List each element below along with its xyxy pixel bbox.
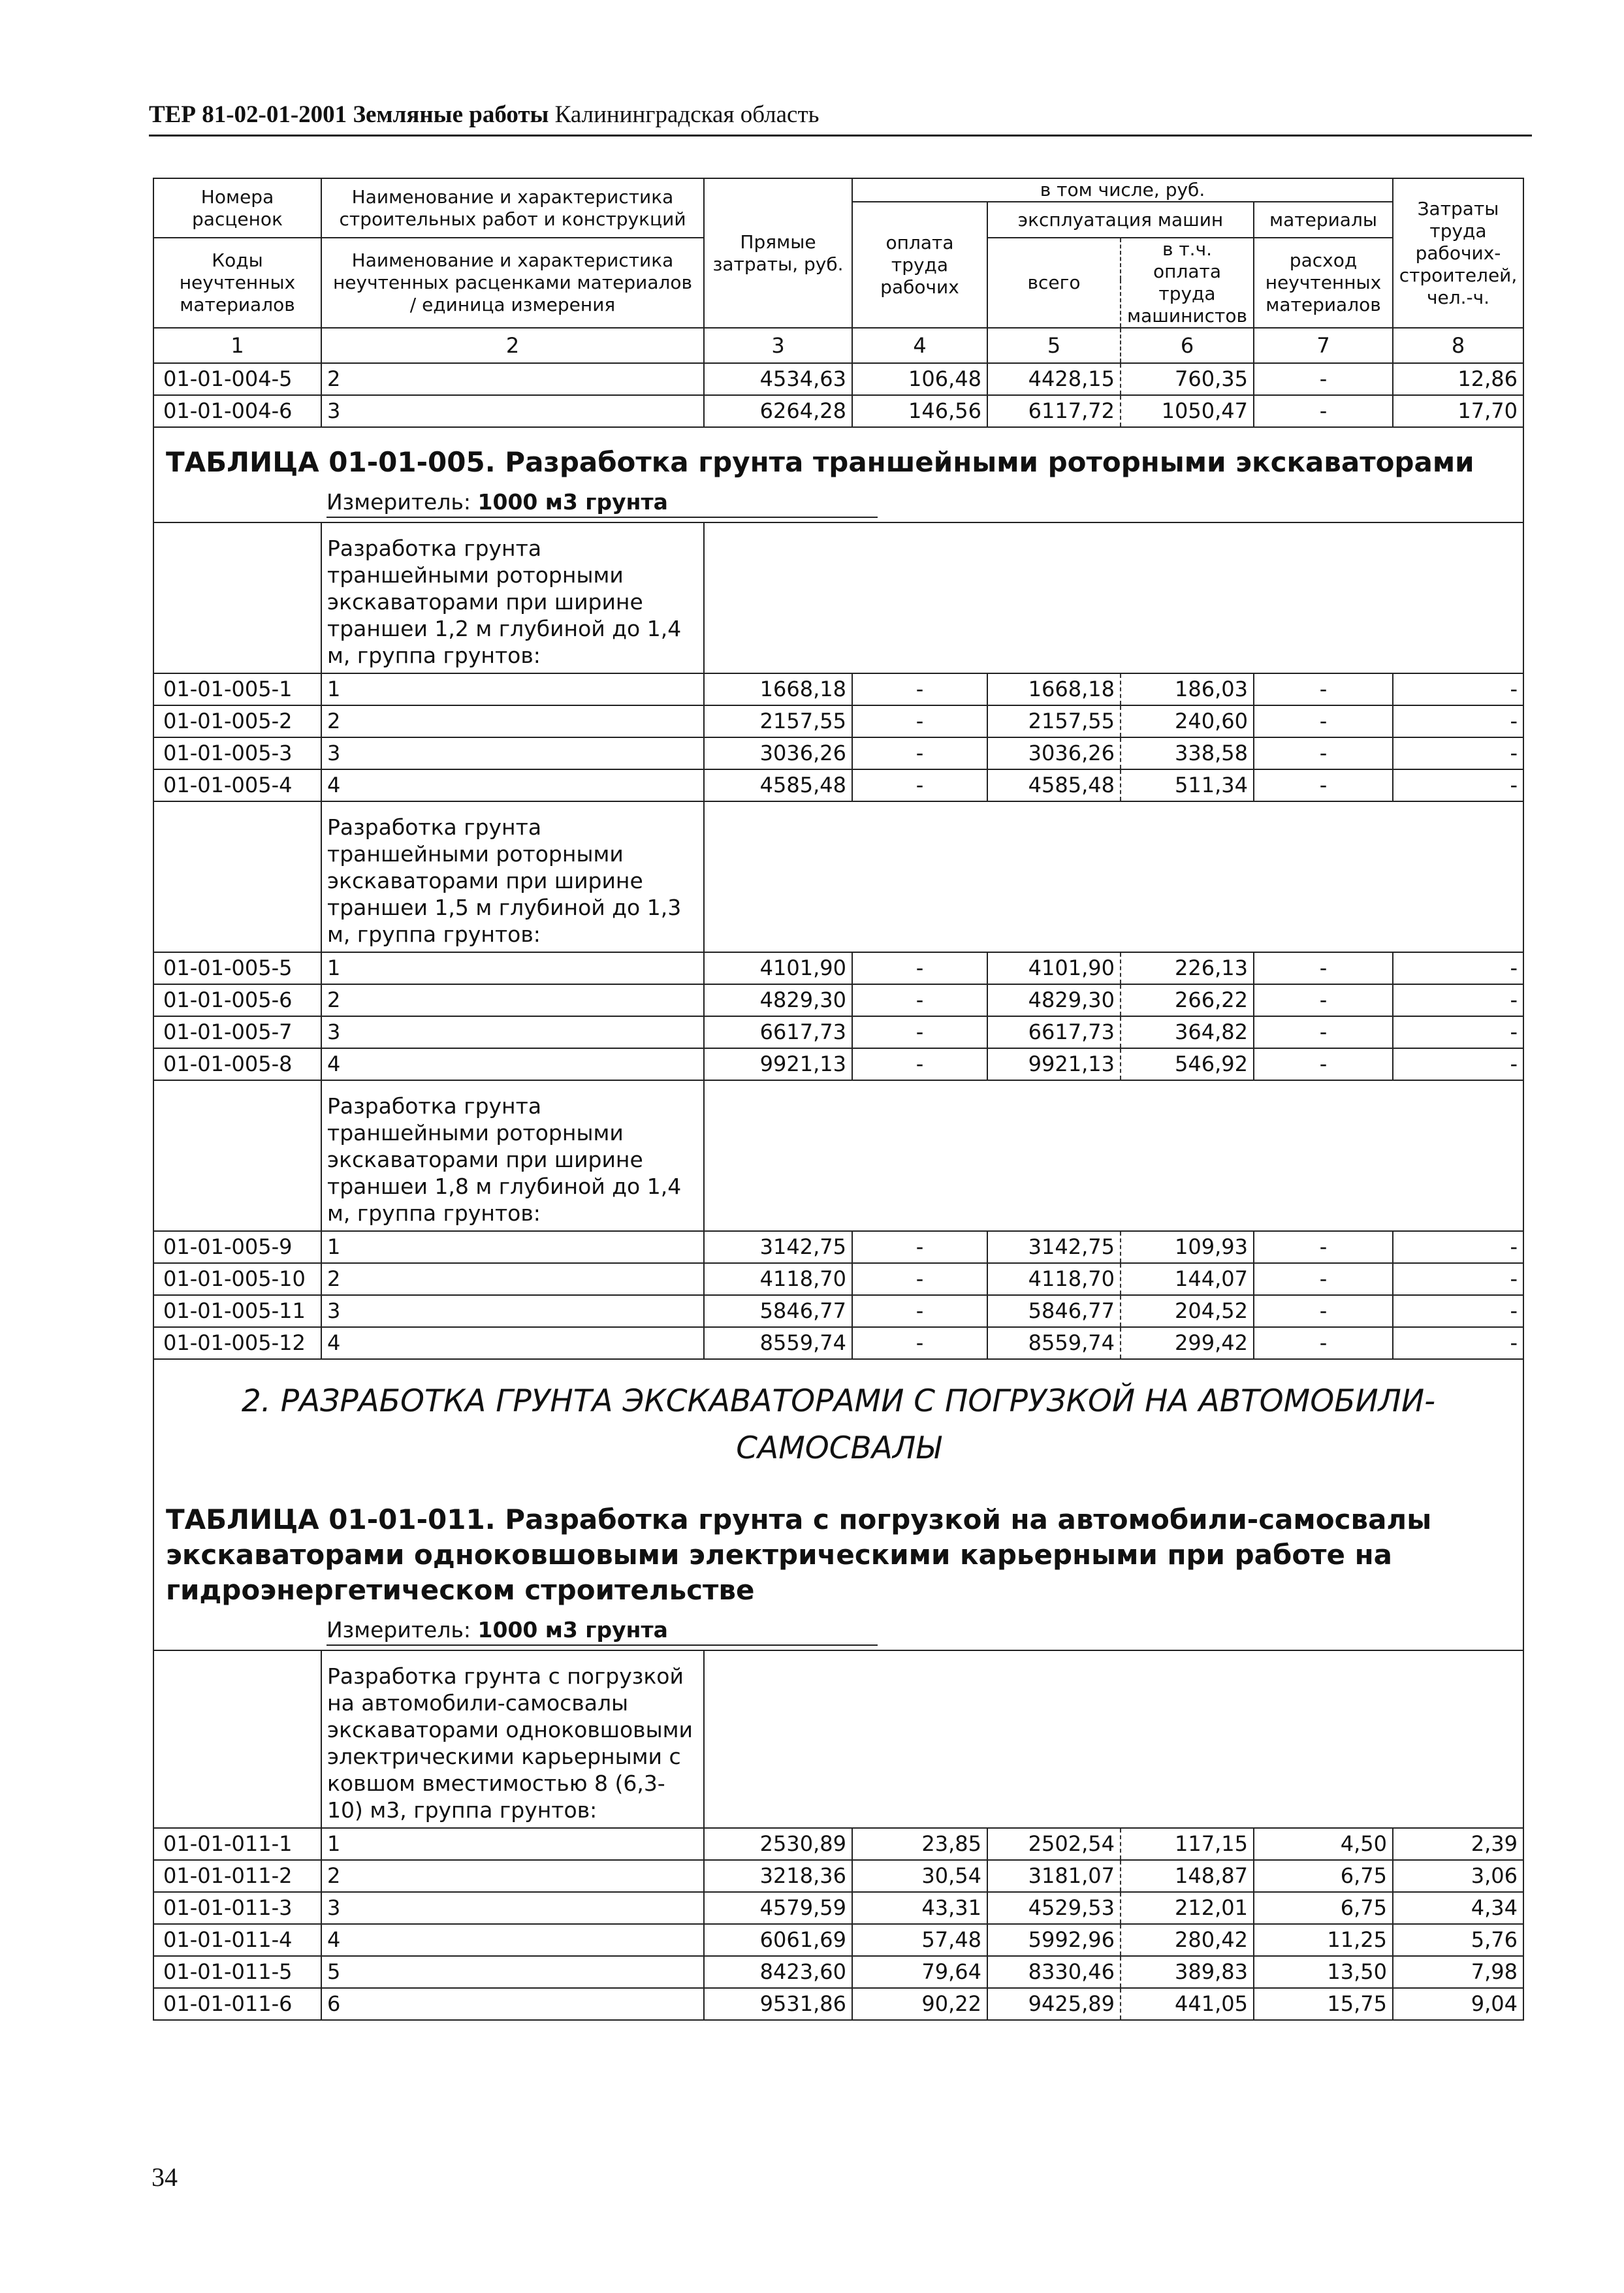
labor-pay-cell: -	[852, 1263, 987, 1295]
labor-hours-cell: 9,04	[1393, 1988, 1523, 2020]
rate-code-cell: 01-01-004-6	[153, 395, 321, 427]
material-ref-cell: 4	[321, 1327, 704, 1359]
section-2-title-row	[153, 1359, 1523, 1485]
labor-hours-cell: -	[1393, 673, 1523, 705]
table-row	[153, 1956, 1523, 1988]
direct-costs-cell: 6617,73	[704, 1016, 852, 1048]
machine-costs-cell: 9921,13	[987, 1048, 1121, 1080]
labor-hours-cell: -	[1393, 1263, 1523, 1295]
materials-cell: 11,25	[1254, 1924, 1393, 1956]
material-ref-cell: 2	[321, 984, 704, 1016]
labor-hours-cell: -	[1393, 737, 1523, 769]
material-ref-cell: 6	[321, 1988, 704, 2020]
labor-pay-cell: -	[852, 1327, 987, 1359]
material-ref-cell: 1	[321, 1231, 704, 1263]
direct-costs-cell: 2157,55	[704, 705, 852, 737]
machine-costs-cell: 8559,74	[987, 1327, 1121, 1359]
material-ref-cell: 1	[321, 673, 704, 705]
labor-pay-cell: -	[852, 705, 987, 737]
labor-pay-cell: 90,22	[852, 1988, 987, 2020]
table-row	[153, 1231, 1523, 1263]
table-header	[153, 178, 1523, 363]
material-ref-cell: 2	[321, 1860, 704, 1892]
table-row	[153, 1295, 1523, 1327]
materials-cell: -	[1254, 363, 1393, 395]
operator-pay-cell: 266,22	[1121, 984, 1254, 1016]
col-num: 1	[153, 328, 321, 363]
section-2-title: 2. РАЗРАБОТКА ГРУНТА ЭКСКАВАТОРАМИ С ПОГРУЗКОЙ НА АВТОМОБИЛИ-САМОСВАЛЫ	[153, 1359, 1523, 1485]
rate-code-cell: 01-01-005-3	[153, 737, 321, 769]
material-ref-cell: 2	[321, 705, 704, 737]
table-005-unit-row	[153, 485, 1523, 522]
page-number: 34	[151, 2162, 178, 2192]
rate-code-cell: 01-01-005-10	[153, 1263, 321, 1295]
direct-costs-cell: 4585,48	[704, 769, 852, 801]
machine-costs-cell: 6117,72	[987, 395, 1121, 427]
direct-costs-cell: 1668,18	[704, 673, 852, 705]
group-description: Разработка грунта траншейными роторными экскаваторами при ширине траншеи 1,5 м глубиной до 1,3 м, группа грунтов:	[321, 801, 704, 952]
table-011-title: ТАБЛИЦА 01-01-011. Разработка грунта с погрузкой на автомобили-самосвалы экскаваторами одноковшовыми электрическими карьерными при работе на гидроэнергетическом строительстве	[153, 1485, 1523, 1613]
materials-cell: 13,50	[1254, 1956, 1393, 1988]
table-005-unit: Измеритель: 1000 м3 грунта	[326, 488, 878, 518]
machine-costs-cell: 4585,48	[987, 769, 1121, 801]
col-num: 3	[704, 328, 852, 363]
machine-costs-cell: 4829,30	[987, 984, 1121, 1016]
table-row	[153, 1048, 1523, 1080]
materials-cell: -	[1254, 1327, 1393, 1359]
table-row	[153, 737, 1523, 769]
labor-pay-cell: -	[852, 737, 987, 769]
materials-cell: -	[1254, 705, 1393, 737]
labor-pay-cell: 106,48	[852, 363, 987, 395]
machine-costs-cell: 2502,54	[987, 1828, 1121, 1860]
labor-hours-cell: -	[1393, 984, 1523, 1016]
rate-code-cell: 01-01-005-11	[153, 1295, 321, 1327]
labor-pay-cell: 57,48	[852, 1924, 987, 1956]
col-head-nomera: Номера расценок	[153, 178, 321, 238]
machine-costs-cell: 4428,15	[987, 363, 1121, 395]
col-head-zatraty: Затраты труда рабочих-строителей, чел.-ч.	[1393, 178, 1523, 328]
direct-costs-cell: 5846,77	[704, 1295, 852, 1327]
labor-hours-cell: -	[1393, 1016, 1523, 1048]
rate-code-cell: 01-01-004-5	[153, 363, 321, 395]
material-ref-cell: 1	[321, 952, 704, 984]
table-row	[153, 673, 1523, 705]
labor-hours-cell: -	[1393, 952, 1523, 984]
col-head-v-t-ch: в т.ч. оплата труда машинистов	[1121, 238, 1254, 328]
operator-pay-cell: 212,01	[1121, 1892, 1254, 1924]
group-description-row	[153, 1080, 1523, 1231]
table-row	[153, 769, 1523, 801]
machine-costs-cell: 9425,89	[987, 1988, 1121, 2020]
labor-pay-cell: 79,64	[852, 1956, 987, 1988]
labor-pay-cell: -	[852, 1016, 987, 1048]
group-description: Разработка грунта траншейными роторными экскаваторами при ширине траншеи 1,8 м глубиной до 1,4 м, группа грунтов:	[321, 1080, 704, 1231]
direct-costs-cell: 3142,75	[704, 1231, 852, 1263]
table-row	[153, 1860, 1523, 1892]
labor-hours-cell: -	[1393, 705, 1523, 737]
rate-code-cell: 01-01-011-4	[153, 1924, 321, 1956]
materials-cell: -	[1254, 1263, 1393, 1295]
operator-pay-cell: 144,07	[1121, 1263, 1254, 1295]
machine-costs-cell: 4529,53	[987, 1892, 1121, 1924]
operator-pay-cell: 109,93	[1121, 1231, 1254, 1263]
table-005-title-row	[153, 427, 1523, 485]
direct-costs-cell: 3218,36	[704, 1860, 852, 1892]
group-description: Разработка грунта с погрузкой на автомобили-самосвалы экскаваторами одноковшовыми электрическими карьерными с ковшом вместимостью 8 (6,3-10) м3, группа грунтов:	[321, 1650, 704, 1828]
materials-cell: -	[1254, 737, 1393, 769]
direct-costs-cell: 4579,59	[704, 1892, 852, 1924]
material-ref-cell: 3	[321, 1892, 704, 1924]
labor-hours-cell: -	[1393, 769, 1523, 801]
materials-cell: -	[1254, 1048, 1393, 1080]
col-head-eksp-mashin: эксплуатация машин	[987, 202, 1254, 238]
operator-pay-cell: 1050,47	[1121, 395, 1254, 427]
operator-pay-cell: 226,13	[1121, 952, 1254, 984]
materials-cell: -	[1254, 984, 1393, 1016]
labor-pay-cell: -	[852, 1231, 987, 1263]
materials-cell: -	[1254, 1295, 1393, 1327]
labor-pay-cell: -	[852, 1048, 987, 1080]
table-row	[153, 984, 1523, 1016]
labor-hours-cell: 5,76	[1393, 1924, 1523, 1956]
col-head-pryamye: Прямые затраты, руб.	[704, 178, 852, 328]
labor-hours-cell: 12,86	[1393, 363, 1523, 395]
operator-pay-cell: 299,42	[1121, 1327, 1254, 1359]
material-ref-cell: 3	[321, 1295, 704, 1327]
operator-pay-cell: 511,34	[1121, 769, 1254, 801]
table-row	[153, 1016, 1523, 1048]
direct-costs-cell: 4118,70	[704, 1263, 852, 1295]
rate-code-cell: 01-01-005-2	[153, 705, 321, 737]
operator-pay-cell: 338,58	[1121, 737, 1254, 769]
col-num: 6	[1121, 328, 1254, 363]
col-num: 2	[321, 328, 704, 363]
material-ref-cell: 4	[321, 1048, 704, 1080]
table-011-unit-row	[153, 1613, 1523, 1650]
machine-costs-cell: 8330,46	[987, 1956, 1121, 1988]
material-ref-cell: 3	[321, 737, 704, 769]
materials-cell: -	[1254, 769, 1393, 801]
col-head-naim-rabot: Наименование и характеристика строительных работ и конструкций	[321, 178, 704, 238]
col-num: 5	[987, 328, 1121, 363]
col-head-v-tom-chisle: в том числе, руб.	[852, 178, 1393, 202]
machine-costs-cell: 6617,73	[987, 1016, 1121, 1048]
col-num: 4	[852, 328, 987, 363]
labor-pay-cell: -	[852, 769, 987, 801]
table-row	[153, 1988, 1523, 2020]
direct-costs-cell: 6264,28	[704, 395, 852, 427]
direct-costs-cell: 6061,69	[704, 1924, 852, 1956]
operator-pay-cell: 148,87	[1121, 1860, 1254, 1892]
direct-costs-cell: 4101,90	[704, 952, 852, 984]
labor-pay-cell: 23,85	[852, 1828, 987, 1860]
machine-costs-cell: 3142,75	[987, 1231, 1121, 1263]
group-description-row	[153, 522, 1523, 673]
operator-pay-cell: 204,52	[1121, 1295, 1254, 1327]
labor-pay-cell: -	[852, 952, 987, 984]
group-description-row	[153, 1650, 1523, 1828]
labor-hours-cell: 7,98	[1393, 1956, 1523, 1988]
operator-pay-cell: 280,42	[1121, 1924, 1254, 1956]
col-head-naim-mat: Наименование и характеристика неучтенных расценками материалов / единица измерения	[321, 238, 704, 328]
direct-costs-cell: 2530,89	[704, 1828, 852, 1860]
labor-hours-cell: -	[1393, 1048, 1523, 1080]
col-head-materialy: материалы	[1254, 202, 1393, 238]
operator-pay-cell: 441,05	[1121, 1988, 1254, 2020]
rate-code-cell: 01-01-011-6	[153, 1988, 321, 2020]
labor-pay-cell: 30,54	[852, 1860, 987, 1892]
rate-code-cell: 01-01-005-9	[153, 1231, 321, 1263]
operator-pay-cell: 117,15	[1121, 1828, 1254, 1860]
labor-pay-cell: -	[852, 673, 987, 705]
machine-costs-cell: 3181,07	[987, 1860, 1121, 1892]
direct-costs-cell: 3036,26	[704, 737, 852, 769]
table-row	[153, 1263, 1523, 1295]
machine-costs-cell: 4101,90	[987, 952, 1121, 984]
material-ref-cell: 4	[321, 1924, 704, 1956]
rate-code-cell: 01-01-005-6	[153, 984, 321, 1016]
labor-hours-cell: 2,39	[1393, 1828, 1523, 1860]
doc-title: Земляные работы	[353, 101, 549, 128]
table-row	[153, 1327, 1523, 1359]
labor-hours-cell: -	[1393, 1327, 1523, 1359]
rate-code-cell: 01-01-011-2	[153, 1860, 321, 1892]
direct-costs-cell: 4829,30	[704, 984, 852, 1016]
labor-hours-cell: 4,34	[1393, 1892, 1523, 1924]
table-body	[153, 363, 1523, 2020]
table-row	[153, 952, 1523, 984]
col-head-oplata-rab: оплата труда рабочих	[852, 202, 987, 328]
material-ref-cell: 3	[321, 1016, 704, 1048]
rate-code-cell: 01-01-011-5	[153, 1956, 321, 1988]
machine-costs-cell: 2157,55	[987, 705, 1121, 737]
labor-pay-cell: 146,56	[852, 395, 987, 427]
table-row	[153, 1892, 1523, 1924]
machine-costs-cell: 5846,77	[987, 1295, 1121, 1327]
labor-pay-cell: -	[852, 984, 987, 1016]
group-description: Разработка грунта траншейными роторными экскаваторами при ширине траншеи 1,2 м глубиной до 1,4 м, группа грунтов:	[321, 522, 704, 673]
material-ref-cell: 5	[321, 1956, 704, 1988]
labor-pay-cell: 43,31	[852, 1892, 987, 1924]
operator-pay-cell: 760,35	[1121, 363, 1254, 395]
direct-costs-cell: 8559,74	[704, 1327, 852, 1359]
table-row	[153, 395, 1523, 427]
material-ref-cell: 1	[321, 1828, 704, 1860]
rate-code-cell: 01-01-005-12	[153, 1327, 321, 1359]
rate-code-cell: 01-01-011-3	[153, 1892, 321, 1924]
col-head-rashod: расход неучтенных материалов	[1254, 238, 1393, 328]
materials-cell: -	[1254, 673, 1393, 705]
materials-cell: -	[1254, 952, 1393, 984]
material-ref-cell: 3	[321, 395, 704, 427]
rate-code-cell: 01-01-011-1	[153, 1828, 321, 1860]
rate-code-cell: 01-01-005-8	[153, 1048, 321, 1080]
table-row	[153, 705, 1523, 737]
column-numbers-row	[153, 328, 1523, 363]
machine-costs-cell: 5992,96	[987, 1924, 1121, 1956]
operator-pay-cell: 364,82	[1121, 1016, 1254, 1048]
direct-costs-cell: 9921,13	[704, 1048, 852, 1080]
doc-code: ТЕР 81-02-01-2001	[149, 101, 347, 128]
rate-code-cell: 01-01-005-4	[153, 769, 321, 801]
operator-pay-cell: 389,83	[1121, 1956, 1254, 1988]
labor-pay-cell: -	[852, 1295, 987, 1327]
rate-code-cell: 01-01-005-1	[153, 673, 321, 705]
doc-region: Калининградская область	[554, 101, 820, 128]
operator-pay-cell: 186,03	[1121, 673, 1254, 705]
labor-hours-cell: -	[1393, 1295, 1523, 1327]
col-head-kody: Коды неучтенных материалов	[153, 238, 321, 328]
table-row	[153, 1924, 1523, 1956]
col-num: 7	[1254, 328, 1393, 363]
labor-hours-cell: -	[1393, 1231, 1523, 1263]
materials-cell: -	[1254, 1016, 1393, 1048]
materials-cell: -	[1254, 395, 1393, 427]
materials-cell: 15,75	[1254, 1988, 1393, 2020]
rate-code-cell: 01-01-005-5	[153, 952, 321, 984]
material-ref-cell: 4	[321, 769, 704, 801]
material-ref-cell: 2	[321, 1263, 704, 1295]
table-row	[153, 1828, 1523, 1860]
direct-costs-cell: 8423,60	[704, 1956, 852, 1988]
rates-table	[153, 178, 1524, 2021]
labor-hours-cell: 17,70	[1393, 395, 1523, 427]
operator-pay-cell: 546,92	[1121, 1048, 1254, 1080]
direct-costs-cell: 4534,63	[704, 363, 852, 395]
table-011-unit: Измеритель: 1000 м3 грунта	[326, 1616, 878, 1646]
materials-cell: 4,50	[1254, 1828, 1393, 1860]
machine-costs-cell: 1668,18	[987, 673, 1121, 705]
table-011-title-row	[153, 1485, 1523, 1613]
operator-pay-cell: 240,60	[1121, 705, 1254, 737]
rate-code-cell: 01-01-005-7	[153, 1016, 321, 1048]
labor-hours-cell: 3,06	[1393, 1860, 1523, 1892]
direct-costs-cell: 9531,86	[704, 1988, 852, 2020]
machine-costs-cell: 3036,26	[987, 737, 1121, 769]
table-row	[153, 363, 1523, 395]
machine-costs-cell: 4118,70	[987, 1263, 1121, 1295]
col-head-vsego: всего	[987, 238, 1121, 328]
group-description-row	[153, 801, 1523, 952]
materials-cell: 6,75	[1254, 1892, 1393, 1924]
col-num: 8	[1393, 328, 1523, 363]
material-ref-cell: 2	[321, 363, 704, 395]
materials-cell: -	[1254, 1231, 1393, 1263]
materials-cell: 6,75	[1254, 1860, 1393, 1892]
table-005-title: ТАБЛИЦА 01-01-005. Разработка грунта траншейными роторными экскаваторами	[153, 427, 1523, 485]
running-header	[149, 98, 1532, 136]
